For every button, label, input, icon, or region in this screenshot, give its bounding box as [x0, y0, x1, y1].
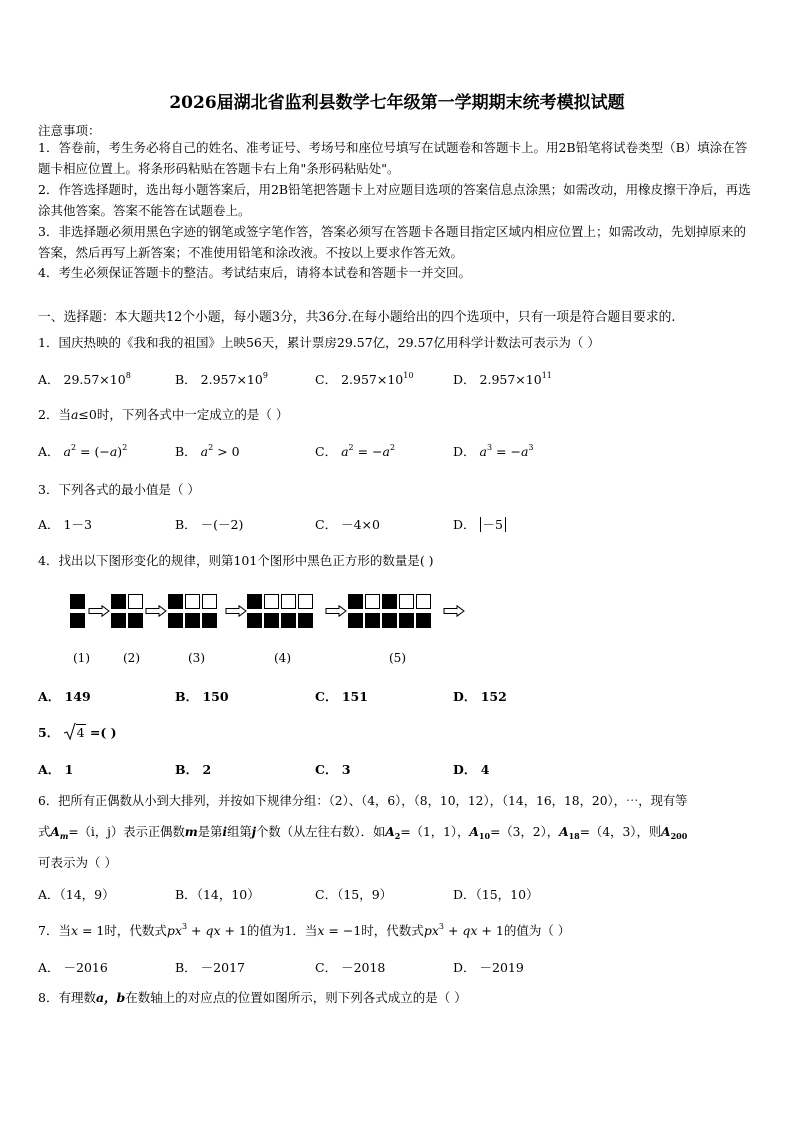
question-4-option-d: D． 152 — [453, 689, 507, 704]
white-square — [264, 594, 279, 609]
question-1-option-a: A． $29.57\times 10^8$ — [38, 371, 131, 387]
question-6-option-b: B．（14，10） — [175, 887, 260, 902]
question-6-line-1: 6．把所有正偶数从小到大排列，并按如下规律分组：（2）、（4，6），（8，10，12），（14，16，18，20），⋯，现有等 — [38, 794, 688, 808]
black-square — [416, 613, 431, 628]
black-square — [111, 613, 126, 628]
white-square — [202, 594, 217, 609]
white-square — [281, 594, 296, 609]
question-3-option-a: A． 1－3 — [38, 517, 92, 532]
black-square — [70, 594, 85, 609]
question-6-line-2: 式$A_m=(i$，j）表示正偶数m是第i组第j个数（从左往右数）．如$A_2=(1$，1），$A_{10}=(3$，2），$A_{18}=(4$，3），则$A_{200}$ — [38, 824, 688, 841]
question-2-option-b: B． $a^2 > 0$ — [175, 443, 240, 459]
question-6-option-c: C．（15，9） — [315, 887, 393, 902]
right-arrow-icon — [225, 605, 247, 617]
radical-sign-icon — [64, 723, 76, 741]
note-4: 4．考生必须保证答题卡的整洁。考试结束后，请将本试卷和答题卡一并交回。 — [38, 265, 471, 280]
question-2-option-c: C． $a^2 = -a^2$ — [315, 443, 396, 459]
question-3-stem: 3．下列各式的最小值是（ ） — [38, 482, 200, 497]
square-root: 4 — [64, 723, 86, 741]
white-square — [399, 594, 414, 609]
black-square — [365, 613, 380, 628]
white-square — [185, 594, 200, 609]
black-square — [348, 594, 363, 609]
white-square — [365, 594, 380, 609]
question-8-stem: 8．有理数a，b在数轴上的对应点的位置如图所示，则下列各式成立的是（ ） — [38, 990, 467, 1005]
question-7-option-c: C． －2018 — [315, 960, 386, 975]
black-square — [185, 613, 200, 628]
question-5-option-c: C． 3 — [315, 762, 351, 777]
question-5-stem: 5． 4 =( ) — [38, 725, 117, 740]
black-square — [281, 613, 296, 628]
figure-label-5: (5) — [389, 651, 406, 665]
right-arrow-icon — [145, 605, 167, 617]
black-square — [264, 613, 279, 628]
question-7-stem: 7．当x = 1时，代数式$px^3$ + qx + 1的值为1．当x = −1时，代数式$px^3$ + qx + 1的值为（ ） — [38, 922, 571, 938]
page-title: 2026届湖北省监利县数学七年级第一学期期末统考模拟试题 — [169, 93, 625, 113]
question-7-option-b: B． －2017 — [175, 960, 245, 975]
question-1-option-c: C． $2.957\times 10^{10}$ — [315, 371, 414, 387]
question-7-option-d: D． －2019 — [453, 960, 524, 975]
figure-label-1: (1) — [73, 651, 90, 665]
section-heading: 一、选择题：本大题共12个小题，每小题3分，共36分.在每小题给出的四个选项中，只有一项是符合题目要求的. — [38, 310, 676, 325]
question-3-option-b: B． －(－2) — [175, 517, 244, 532]
question-1-option-b: B． $2.957\times 10^9$ — [175, 371, 268, 387]
question-4-option-c: C． 151 — [315, 689, 368, 704]
question-5-option-a: A． 1 — [38, 762, 74, 777]
black-square — [70, 613, 85, 628]
question-4-stem: 4．找出以下图形变化的规律，则第101个图形中黑色正方形的数量是( ) — [38, 553, 434, 568]
white-square — [298, 594, 313, 609]
question-5-option-d: D． 4 — [453, 762, 490, 777]
question-6-option-a: A．（14，9） — [38, 887, 115, 902]
notes-heading: 注意事项： — [38, 123, 101, 138]
question-4-option-b: B． 150 — [175, 689, 229, 704]
black-square — [247, 613, 262, 628]
question-1-option-d: D． $2.957\times 10^{11}$ — [453, 371, 552, 387]
white-square — [128, 594, 143, 609]
question-2-option-d: D． $a^3 = -a^3$ — [453, 443, 534, 459]
question-7-option-a: A． －2016 — [38, 960, 108, 975]
black-square — [128, 613, 143, 628]
question-2-stem: 2．当a≤0时，下列各式中一定成立的是（ ） — [38, 407, 289, 422]
question-4-option-a: A． 149 — [38, 689, 91, 704]
absolute-value: －5 — [480, 517, 506, 532]
note-2: 2．作答选择题时，选出每小题答案后，用2B铅笔把答题卡上对应题目选项的答案信息点涂黑；如需改动，用橡皮擦干净后，再选涂其他答案。答案不能答在试题卷上。 — [38, 182, 751, 218]
question-3-option-c: C． －4×0 — [315, 517, 380, 532]
white-square — [416, 594, 431, 609]
black-square — [399, 613, 414, 628]
black-square — [382, 594, 397, 609]
black-square — [247, 594, 262, 609]
black-square — [298, 613, 313, 628]
question-3-option-d: D． －5 — [453, 515, 506, 533]
question-5-option-b: B． 2 — [175, 762, 212, 777]
black-square — [111, 594, 126, 609]
right-arrow-icon — [325, 605, 347, 617]
right-arrow-icon — [88, 605, 110, 617]
note-1: 1．答卷前，考生务必将自己的姓名、准考证号、考场号和座位号填写在试题卷和答题卡上。用2B铅笔将试卷类型（B）填涂在答题卡相应位置上。将条形码粘贴在答题卡右上角"条形码粘贴处"。 — [38, 140, 748, 176]
figure-label-3: (3) — [188, 651, 205, 665]
figure-label-4: (4) — [274, 651, 291, 665]
question-2-option-a: A． $a^2 = (-a)^2$ — [38, 443, 128, 459]
figure-label-2: (2) — [123, 651, 140, 665]
note-3: 3．非选择题必须用黑色字迹的钢笔或签字笔作答，答案必须写在答题卡各题目指定区域内相应位置上；如需改动，先划掉原来的答案，然后再写上新答案；不准使用铅笔和涂改液。不按以上要求作答无效。 — [38, 224, 746, 260]
black-square — [382, 613, 397, 628]
question-1-stem: 1．国庆热映的《我和我的祖国》上映56天，累计票房29.57亿，29.57亿用科学计数法可表示为（ ） — [38, 335, 600, 350]
question-6-line-3: 可表示为（ ） — [38, 855, 117, 870]
black-square — [348, 613, 363, 628]
black-square — [168, 594, 183, 609]
question-6-option-d: D．（15，10） — [453, 887, 539, 902]
black-square — [202, 613, 217, 628]
right-arrow-icon — [443, 605, 465, 617]
black-square — [168, 613, 183, 628]
